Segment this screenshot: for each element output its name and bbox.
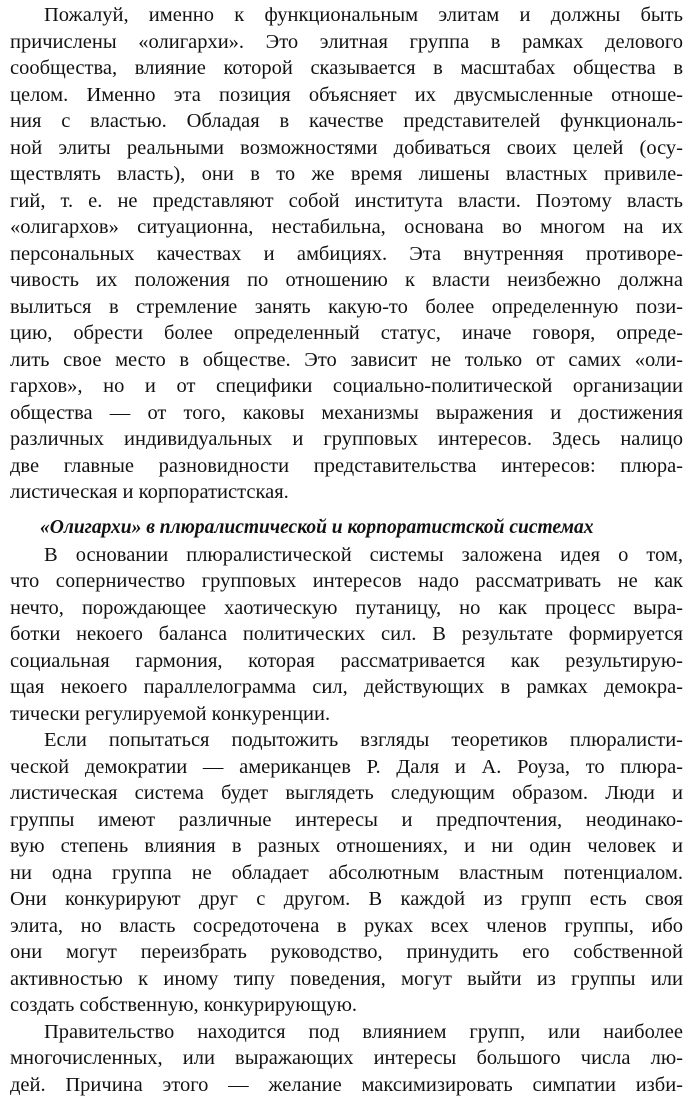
text-line: активностью к иному типу поведения, могут выйти из группы или	[10, 966, 683, 993]
text-line: гархов», но и от специфики социально-политической организации	[10, 373, 683, 400]
text-line: гий, т. е. не представляют собой института власти. Поэтому власть	[10, 188, 683, 215]
text-line: различных индивидуальных и групповых интересов. Здесь налицо	[10, 426, 683, 453]
text-line: вылиться в стремление занять какую-то более определенную пози-	[10, 294, 683, 321]
text-line: элита, но власть сосредоточена в руках всех членов группы, ибо	[10, 913, 683, 940]
text-line: группы имеют различные интересы и предпочтения, неодинако-	[10, 807, 683, 834]
text-line: создать собственную, конкурирующую.	[10, 992, 683, 1019]
text-line: листическая и корпоратистская.	[10, 479, 683, 506]
text-line: листическая система будет выглядеть следующим образом. Люди и	[10, 780, 683, 807]
text-line: Они конкурируют друг с другом. В каждой из групп есть своя	[10, 886, 683, 913]
paragraph-2	[10, 542, 683, 728]
text-line: социальная гармония, которая рассматривается как результирую-	[10, 648, 683, 675]
text-line: персональных качествах и амбициях. Эта внутренняя противоре-	[10, 241, 683, 268]
text-line: дей. Причина этого — желание максимизировать симпатии изби-	[10, 1072, 683, 1098]
text-line: ния с властью. Обладая в качестве представителей функциональ-	[10, 108, 683, 135]
text-line: сообщества, влияние которой сказывается в масштабах общества в	[10, 55, 683, 82]
text-line: лить свое место в обществе. Это зависит не только от самих «оли-	[10, 347, 683, 374]
text-line: чивость их положения по отношению к власти неизбежно должна	[10, 267, 683, 294]
text-line: вую степень влияния в разных отношениях, и ни один человек и	[10, 833, 683, 860]
text-line: «олигархов» ситуационна, нестабильна, основана во многом на их	[10, 214, 683, 241]
text-line: ческой демократии — американцев Р. Даля и А. Роуза, то плюра-	[10, 754, 683, 781]
text-line: нечто, порождающее хаотическую путаницу, но как процесс выра-	[10, 595, 683, 622]
text-line: щая некоего параллелограмма сил, действующих в рамках демокра-	[10, 674, 683, 701]
text-line: общества — от того, каковы механизмы выражения и достижения	[10, 400, 683, 427]
text-line: Если попытаться подытожить взгляды теоретиков плюралисти-	[10, 727, 683, 754]
paragraph-3	[10, 727, 683, 1019]
text-line: причислены «олигархи». Это элитная группа в рамках делового	[10, 29, 683, 56]
paragraph-1	[10, 2, 683, 506]
text-line: две главные разновидности представительства интересов: плюра-	[10, 453, 683, 480]
text-line: ботки некоего баланса политических сил. В результате формируется	[10, 621, 683, 648]
text-line: ни одна группа не обладает абсолютным властным потенциалом.	[10, 860, 683, 887]
text-line: они могут переизбрать руководство, принудить его собственной	[10, 939, 683, 966]
text-line: многочисленных, или выражающих интересы большого числа лю-	[10, 1045, 683, 1072]
text-line: ществлять власть), они в то же время лишены властных привиле-	[10, 161, 683, 188]
text-line: В основании плюралистической системы заложена идея о том,	[10, 542, 683, 569]
text-line: тически регулируемой конкуренции.	[10, 701, 683, 728]
text-line: Правительство находится под влиянием групп, или наиболее	[10, 1019, 683, 1046]
text-line: что соперничество групповых интересов надо рассматривать не как	[10, 568, 683, 595]
text-line: ной элиты реальными возможностями добиваться своих целей (осу-	[10, 135, 683, 162]
text-line: целом. Именно эта позиция объясняет их двусмысленные отноше-	[10, 82, 683, 109]
section-heading: «Олигархи» в плюралистической и корпоратистской системах	[10, 514, 683, 542]
paragraph-4	[10, 1019, 683, 1098]
text-line: цию, обрести более определенный статус, иначе говоря, опреде-	[10, 320, 683, 347]
text-line: Пожалуй, именно к функциональным элитам и должны быть	[10, 2, 683, 29]
